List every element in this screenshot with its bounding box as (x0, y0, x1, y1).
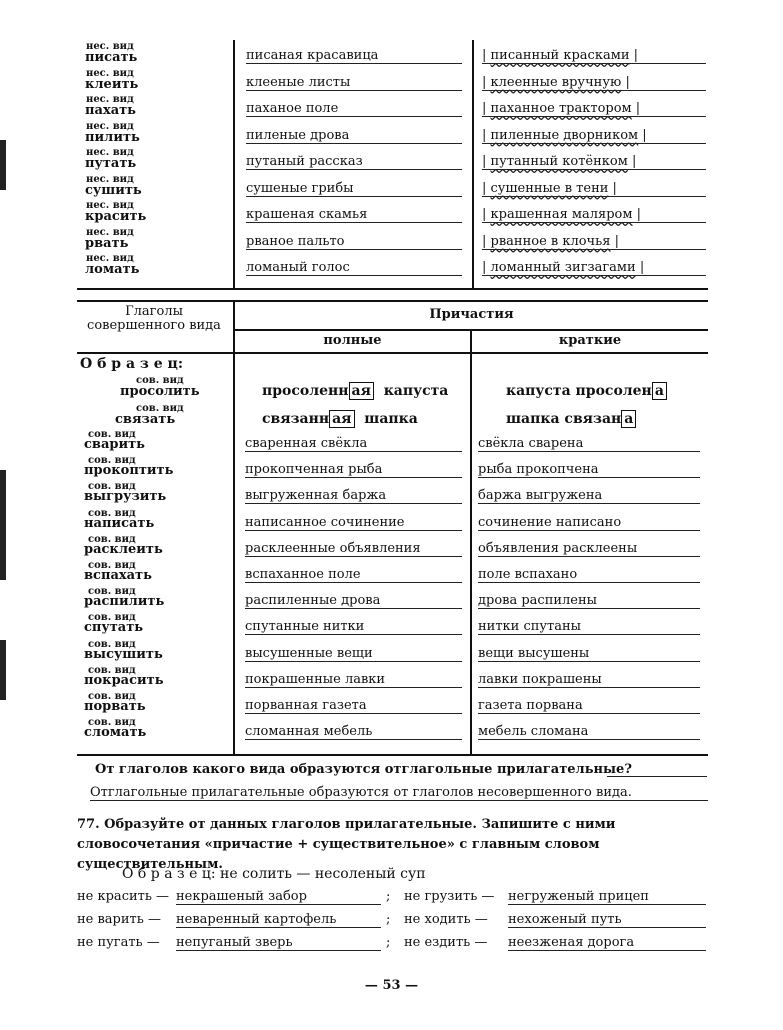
participle-answer: | ломанный зигзагами | (482, 260, 706, 276)
aspect-label: нес. вид (86, 173, 134, 185)
aspect-label: нес. вид (86, 226, 134, 238)
aspect-label: сов. вид (88, 691, 136, 702)
verb-label: высушить (84, 646, 163, 662)
verb-label: сварить (84, 437, 145, 452)
full-participle-answer: распиленные дрова (245, 593, 462, 609)
short-participle-answer: лавки покрашены (478, 672, 700, 688)
aspect-label: сов. вид (88, 586, 136, 598)
verb-label: прокоптить (84, 463, 174, 479)
aspect-label: нес. вид (86, 147, 134, 158)
aspect-label: сов. вид (88, 717, 136, 729)
exercise-answer: некрашеный забор (176, 889, 381, 905)
sample-full-2: связанн ая шапка (262, 411, 418, 427)
sample-short-1: капуста просолен а (506, 383, 667, 399)
sample-label: О б р а з е ц: (80, 356, 183, 372)
aspect-label: нес. вид (86, 94, 134, 105)
col-header-participles: Причастия (429, 307, 514, 322)
verb-label: сушить (85, 182, 142, 198)
exercise-instruction: Образуйте от данных глаголов прилагательные. Запишите с ними словосочетания «причастие + существительное» с главным словом существительным. (77, 817, 616, 872)
full-adjective-answer: путаный рассказ (246, 154, 462, 170)
verb-label: распилить (84, 594, 165, 610)
full-adjective-answer: сушеные грибы (246, 181, 462, 197)
full-adjective-answer: клееные листы (246, 75, 462, 91)
aspect-label: сов. вид (136, 403, 184, 414)
separator: ; (386, 935, 391, 950)
sample-short-2: шапка связан а (506, 411, 636, 427)
participle-answer: | рванное в клочья | (482, 234, 706, 250)
verb-label: сломать (84, 725, 147, 741)
verb-label: красить (85, 209, 147, 224)
scan-edge-mark (0, 470, 6, 580)
verb-label: клеить (85, 76, 139, 92)
aspect-label: сов. вид (88, 612, 136, 624)
separator: ; (386, 889, 391, 904)
full-adjective-answer: паханое поле (246, 101, 462, 117)
verb-label: покрасить (84, 672, 164, 688)
verb-label: путать (85, 156, 137, 171)
verb-label: спутать (84, 620, 144, 636)
aspect-label: нес. вид (86, 200, 134, 211)
aspect-label: сов. вид (88, 429, 136, 440)
sample-full-1: просоленн ая капуста (262, 383, 449, 399)
col-header-full: полные (323, 333, 382, 348)
verb-label: пахать (85, 103, 136, 118)
page-number: — 53 — (364, 978, 419, 993)
aspect-label: нес. вид (86, 41, 134, 52)
full-participle-answer: покрашенные лавки (245, 672, 462, 688)
participle-answer: | писанный красками | (482, 48, 706, 64)
short-participle-answer: поле вспахано (478, 567, 700, 583)
col-header-short: краткие (558, 333, 622, 348)
short-participle-answer: мебель сломана (478, 724, 700, 740)
short-participle-answer: вещи высушены (478, 646, 700, 662)
aspect-label: сов. вид (88, 638, 136, 650)
short-participle-answer: свёкла сварена (478, 436, 700, 452)
participle-answer: | крашенная маляром | (482, 207, 706, 223)
short-participle-answer: рыба прокопчена (478, 462, 700, 478)
aspect-label: сов. вид (88, 533, 136, 545)
verb-label: рвать (85, 235, 129, 251)
exercise-answer: нехоженый путь (508, 912, 706, 928)
exercise-77-sample: О б р а з е ц: не солить — несоленый суп (122, 866, 426, 882)
short-participle-answer: сочинение написано (478, 515, 700, 531)
full-adjective-answer: ломаный голос (246, 260, 462, 276)
short-participle-answer: газета порвана (478, 698, 700, 714)
exercise-prompt: не ездить — (404, 935, 488, 950)
full-adjective-answer: писаная красавица (246, 48, 462, 64)
aspect-label: нес. вид (86, 67, 134, 79)
verb-label: выгрузить (84, 489, 167, 505)
col-header-perfective-verbs: Глаголы совершенного вида (87, 304, 221, 333)
full-participle-answer: порванная газета (245, 698, 462, 714)
exercise-prompt: не пугать — (77, 935, 160, 950)
participle-answer: | паханное трактором | (482, 101, 706, 117)
scan-edge-mark (0, 640, 6, 700)
full-participle-answer: расклеенные объявления (245, 541, 462, 557)
aspect-label: нес. вид (86, 253, 134, 264)
verb-label: связать (115, 412, 176, 427)
verb-label: пилить (85, 129, 140, 145)
exercise-prompt: не грузить — (404, 889, 495, 904)
exercise-prompt: не варить — (77, 912, 161, 927)
question-text: От глаголов какого вида образуются отглагольные прилагательные? (95, 762, 632, 777)
aspect-label: сов. вид (136, 375, 184, 386)
participle-answer: | сушенные в тени | (482, 181, 706, 197)
aspect-label: сов. вид (88, 455, 136, 467)
verb-label: расклеить (84, 541, 163, 557)
scan-edge-mark (0, 140, 6, 190)
exercise-prompt: не ходить — (404, 912, 488, 927)
answer-text: Отглагольные прилагательные образуются от глаголов несовершенного вида. (90, 785, 708, 801)
full-adjective-answer: рваное пальто (246, 234, 462, 250)
aspect-label: сов. вид (88, 664, 136, 676)
verb-label: написать (84, 515, 155, 531)
separator: ; (386, 912, 391, 927)
full-participle-answer: высушенные вещи (245, 646, 462, 662)
aspect-label: сов. вид (88, 481, 136, 493)
full-participle-answer: сломанная мебель (245, 724, 462, 740)
full-adjective-answer: крашеная скамья (246, 207, 462, 223)
full-participle-answer: вспаханное поле (245, 567, 462, 583)
short-participle-answer: баржа выгружена (478, 488, 700, 504)
full-participle-answer: сваренная свёкла (245, 436, 462, 452)
exercise-number: 77. (77, 817, 100, 832)
verb-label: порвать (84, 699, 146, 714)
full-participle-answer: выгруженная баржа (245, 488, 462, 504)
aspect-label: сов. вид (88, 507, 136, 519)
verb-label: ломать (85, 262, 140, 277)
exercise-answer: непуганый зверь (176, 935, 381, 951)
exercise-answer: негруженый прицеп (508, 889, 706, 905)
verb-label: писать (85, 50, 138, 65)
verb-label: просолить (120, 384, 200, 399)
verb-label: вспахать (84, 568, 152, 583)
exercise-prompt: не красить — (77, 889, 170, 904)
participle-answer: | пиленные дворником | (482, 128, 706, 144)
short-participle-answer: объявления расклеены (478, 541, 700, 557)
exercise-answer: неваренный картофель (176, 912, 381, 928)
full-participle-answer: написанное сочинение (245, 515, 462, 531)
short-participle-answer: дрова распилены (478, 593, 700, 609)
aspect-label: сов. вид (88, 560, 136, 571)
exercise-answer: неезженая дорога (508, 935, 706, 951)
full-adjective-answer: пиленые дрова (246, 128, 462, 144)
full-participle-answer: спутанные нитки (245, 619, 462, 635)
aspect-label: нес. вид (86, 120, 134, 132)
answer-line (607, 776, 707, 777)
participle-answer: | путанный котёнком | (482, 154, 706, 170)
short-participle-answer: нитки спутаны (478, 619, 700, 635)
participle-answer: | клеенные вручную | (482, 75, 706, 91)
full-participle-answer: прокопченная рыба (245, 462, 462, 478)
